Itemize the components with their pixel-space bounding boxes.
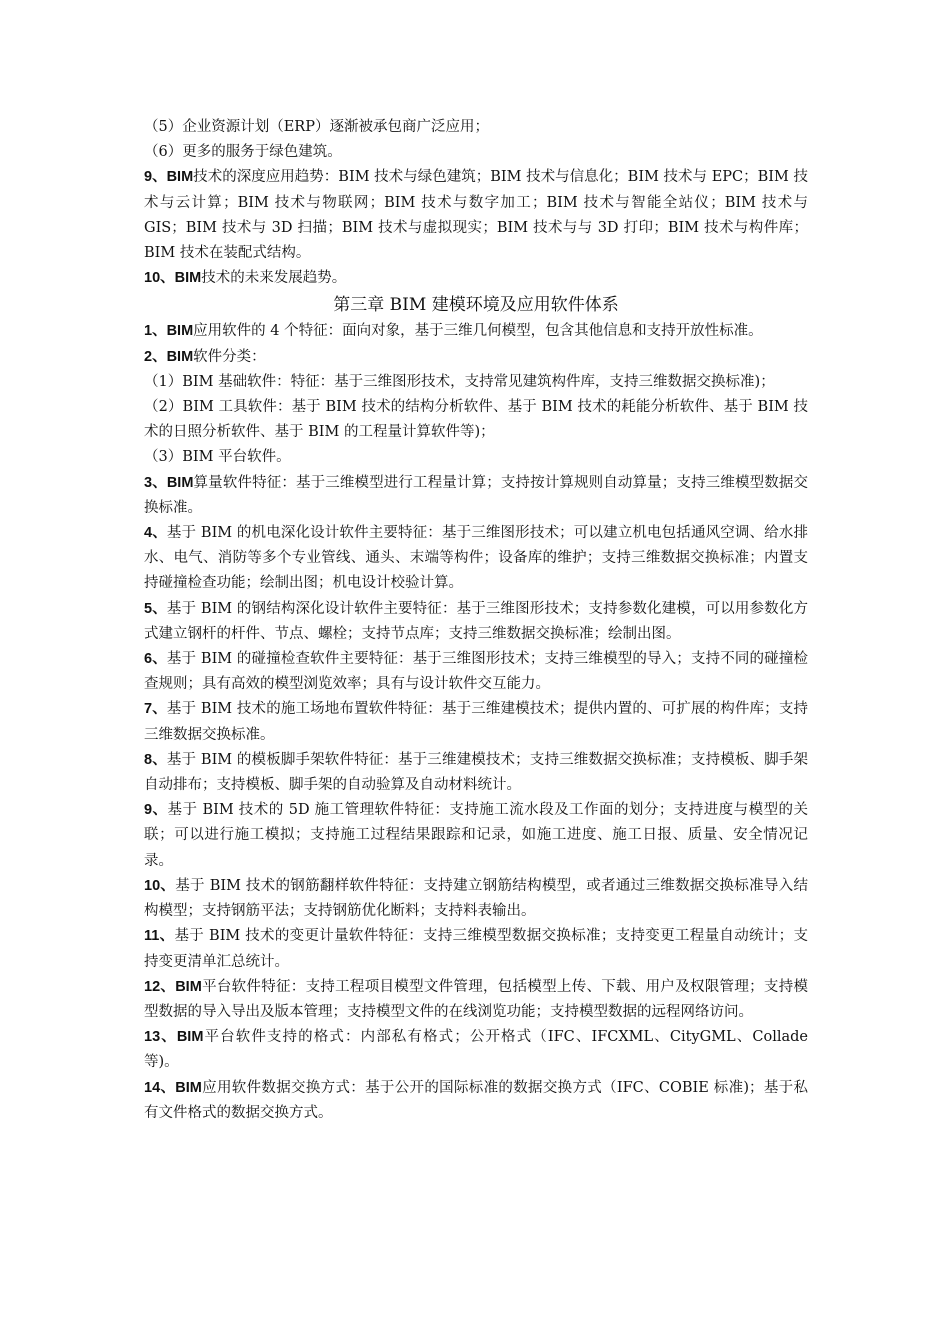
chapter-title: 第三章 BIM 建模环境及应用软件体系 (333, 295, 619, 316)
paragraph-12-platform-features: 12、BIM平台软件特征：支持工程项目模型文件管理，包括模型上传、下载、用户及权限管理；支持模型数据的导入导出及版本管理；支持模型文件的在线浏览功能；支持模型数据的远程网络访问。 (144, 978, 808, 1020)
paragraph-platform-software: （3）BIM 平台软件。 (144, 449, 291, 466)
paragraph-basic-software: （1）BIM 基础软件：特征：基于三维图形技术，支持常见建筑构件库，支持三维数据交换标准)； (144, 373, 775, 390)
paragraph-4-mep-software: 4、基于 BIM 的机电深化设计软件主要特征：基于三维图形技术；可以建立机电包括通风空调、给水排水、电气、消防等多个专业管线、通头、末端等构件；设备库的维护；支持三维数据交换标准；内置支持碰撞检查功能；绘制出图；机电设计校验计算。 (144, 525, 808, 592)
paragraph-9-deep-application: 9、BIM技术的深度应用趋势：BIM 技术与绿色建筑；BIM 技术与信息化；BIM 技术与 EPC；BIM 技术与云计算；BIM 技术与物联网；BIM 技术与数字加工；BIM 技术与智能全站仪；BIM 技术与 GIS；BIM 技术与 3D 扫描；BIM 技术与虚拟现实；BIM 技术与与 3D 打印；BIM 技术与构件库；BIM 技术在装配式结构。 (144, 169, 808, 262)
paragraph-8-formwork-software: 8、基于 BIM 的模板脚手架软件特征：基于三维建模技术；支持三维数据交换标准；支持模板、脚手架自动排布；支持模板、脚手架的自动验算及自动材料统计。 (144, 751, 808, 794)
paragraph-5-steel-software: 5、基于 BIM 的钢结构深化设计软件主要特征：基于三维图形技术；支持参数化建模，可以用参数化方式建立钢杆的杆件、节点、螺栓；支持节点库；支持三维数据交换标准；绘制出图。 (144, 600, 808, 642)
paragraph-10-future-trend: 10、BIM技术的未来发展趋势。 (144, 270, 347, 287)
paragraph-2-software-classification: 2、BIM软件分类： (144, 348, 266, 365)
paragraph-3-quantity-software: 3、BIM算量软件特征：基于三维模型进行工程量计算；支持按计算规则自动算量；支持三维模型数据交换标准。 (144, 474, 808, 516)
paragraph-11-change-software: 11、基于 BIM 技术的变更计量软件特征：支持三维模型数据交换标准；支持变更工程量自动统计；支持变更清单汇总统计。 (144, 928, 808, 970)
paragraph-14-data-exchange: 14、BIM应用软件数据交换方式：基于公开的国际标准的数据交换方式（IFC、COBIE 标准)；基于私有文件格式的数据交换方式。 (144, 1079, 808, 1121)
paragraph-1-software-features: 1、BIM应用软件的 4 个特征：面向对象，基于三维几何模型，包含其他信息和支持开放性标准。 (144, 323, 763, 340)
paragraph-6-clash-software: 6、基于 BIM 的碰撞检查软件主要特征：基于三维图形技术；支持三维模型的导入；支持不同的碰撞检查规则；具有高效的模型浏览效率；具有与设计软件交互能力。 (144, 651, 808, 693)
paragraph-10-rebar-software: 10、基于 BIM 技术的钢筋翻样软件特征：支持建立钢筋结构模型，或者通过三维数据交换标准导入结构模型；支持钢筋平法；支持钢筋优化断料；支持料表输出。 (144, 877, 808, 920)
paragraph-7-site-layout-software: 7、基于 BIM 技术的施工场地布置软件特征：基于三维建模技术；提供内置的、可扩展的构件库；支持三维数据交换标准。 (144, 701, 808, 743)
document-page (144, 115, 808, 1126)
paragraph-green-building: （6）更多的服务于绿色建筑。 (144, 144, 342, 161)
paragraph-tool-software: （2）BIM 工具软件：基于 BIM 技术的结构分析软件、基于 BIM 技术的耗能分析软件、基于 BIM 技术的日照分析软件、基于 BIM 的工程量计算软件等)； (144, 399, 808, 441)
paragraph-9-5d-software: 9、基于 BIM 技术的 5D 施工管理软件特征：支持施工流水段及工作面的划分；支持进度与模型的关联；可以进行施工模拟；支持施工过程结果跟踪和记录，如施工进度、施工日报、质量、安全情况记录。 (144, 802, 808, 869)
paragraph-13-platform-formats: 13、BIM平台软件支持的格式：内部私有格式；公开格式（IFC、IFCXML、CityGML、Collade 等)。 (144, 1029, 808, 1071)
paragraph-erp: （5）企业资源计划（ERP）逐渐被承包商广泛应用； (144, 119, 489, 135)
